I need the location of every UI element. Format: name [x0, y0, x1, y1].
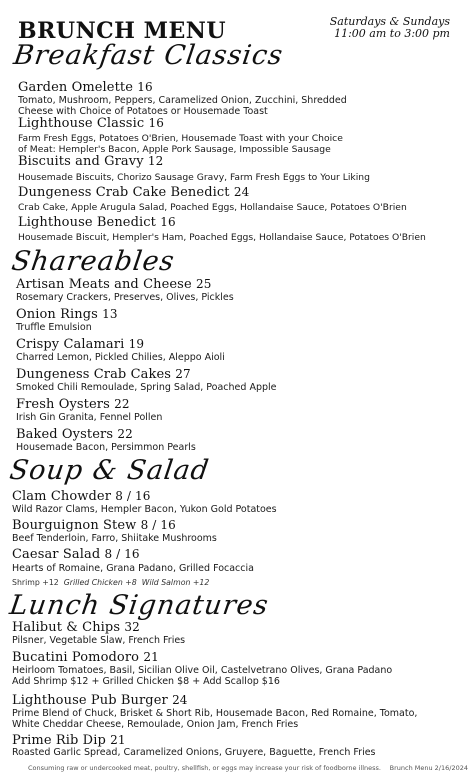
menu-item-price: 8 / 16	[140, 518, 176, 532]
menu-item-name: Prime Rib Dip 21	[12, 733, 126, 748]
menu-item-description: Hearts of Romaine, Grana Padano, Grilled Focaccia	[12, 563, 254, 574]
menu-item-price: 16	[160, 215, 176, 229]
menu-item-description: Housemade Biscuits, Chorizo Sausage Gravy, Farm Fresh Eggs to Your Liking	[18, 172, 370, 183]
addon-shrimp: Shrimp +12	[12, 578, 59, 587]
section-heading-shareables: Shareables	[9, 246, 177, 277]
menu-item-price: 21	[110, 733, 126, 747]
menu-item-description: Tomato, Mushroom, Peppers, Caramelized Onion, Zucchini, Shredded Cheese with Choice of Potatoes or Housemade Toast	[18, 95, 347, 117]
menu-item-description: Truffle Emulsion	[16, 322, 92, 333]
menu-item-description: Charred Lemon, Pickled Chilies, Aleppo Aioli	[16, 352, 225, 363]
menu-item-description: Rosemary Crackers, Preserves, Olives, Pickles	[16, 292, 234, 303]
menu-item-price: 16	[148, 116, 164, 130]
section-heading-breakfast: Breakfast Classics	[11, 40, 286, 71]
menu-item-name: Clam Chowder 8 / 16	[12, 489, 151, 504]
menu-item-price: 21	[143, 650, 159, 664]
menu-item-name: Caesar Salad 8 / 16	[12, 547, 140, 562]
menu-item-price: 19	[128, 337, 145, 351]
menu-item-price: 22	[117, 427, 133, 441]
menu-item-name: Lighthouse Pub Burger 24	[12, 693, 188, 708]
menu-item-price: 8 / 16	[115, 489, 151, 503]
menu-item-price: 25	[195, 277, 212, 291]
menu-item-name: Dungeness Crab Cakes 27	[16, 367, 191, 382]
footer-version: Brunch Menu 2/16/2024	[389, 764, 468, 772]
section-heading-soup-salad: Soup & Salad	[7, 455, 212, 486]
menu-item-name: Bourguignon Stew 8 / 16	[12, 518, 176, 533]
menu-item-price: 12	[147, 154, 164, 168]
section-heading-lunch: Lunch Signatures	[7, 590, 271, 621]
menu-item-price: 32	[124, 620, 140, 634]
menu-item-description: Wild Razor Clams, Hempler Bacon, Yukon Gold Potatoes	[12, 504, 277, 515]
menu-item-name: Dungeness Crab Cake Benedict 24	[18, 185, 250, 200]
addon-salmon: Wild Salmon +12	[141, 578, 210, 587]
menu-item-name: Biscuits and Gravy 12	[18, 154, 164, 169]
menu-item-name: Onion Rings 13	[16, 307, 118, 322]
menu-item-price: 24	[233, 185, 250, 199]
menu-item-description: Housemade Bacon, Persimmon Pearls	[16, 442, 196, 453]
menu-item-price: 16	[137, 80, 153, 94]
service-days: Saturdays & Sundays	[329, 15, 450, 28]
addon-chicken: Grilled Chicken +8	[63, 578, 137, 587]
salad-addons	[12, 578, 209, 587]
menu-item-name: Halibut & Chips 32	[12, 620, 140, 635]
menu-item-description: Prime Blend of Chuck, Brisket & Short Rib, Housemade Bacon, Red Romaine, Tomato, White Cheddar Cheese, Remoulade, Onion Jam, French Fries	[12, 708, 418, 730]
menu-item-description: Smoked Chili Remoulade, Spring Salad, Poached Apple	[16, 382, 277, 393]
menu-item-name: Baked Oysters 22	[16, 427, 133, 442]
menu-item-description: Beef Tenderloin, Farro, Shiitake Mushrooms	[12, 533, 217, 544]
menu-item-description: Farm Fresh Eggs, Potatoes O'Brien, Housemade Toast with your Choice of Meat: Hempler's Bacon, Apple Pork Sausage, Impossible Sausage	[18, 133, 343, 155]
menu-item-name: Artisan Meats and Cheese 25	[16, 277, 212, 292]
menu-item-name: Lighthouse Benedict 16	[18, 215, 176, 230]
menu-item-price: 13	[102, 307, 118, 321]
menu-item-description: Heirloom Tomatoes, Basil, Sicilian Olive Oil, Castelvetrano Olives, Grana Padano Add Shrimp $12 + Grilled Chicken $8 + Add Scallop $16	[12, 665, 393, 687]
menu-item-name: Crispy Calamari 19	[16, 337, 145, 352]
menu-item-price: 8 / 16	[104, 547, 140, 561]
menu-item-name: Lighthouse Classic 16	[18, 116, 164, 131]
menu-item-description: Crab Cake, Apple Arugula Salad, Poached Eggs, Hollandaise Sauce, Potatoes O'Brien	[18, 202, 407, 213]
menu-item-description: Irish Gin Granita, Fennel Pollen	[16, 412, 163, 423]
menu-item-price: 22	[114, 397, 130, 411]
menu-item-name: Garden Omelette 16	[18, 80, 153, 95]
menu-item-description: Pilsner, Vegetable Slaw, French Fries	[12, 635, 186, 646]
service-hours	[330, 16, 450, 40]
menu-item-name: Bucatini Pomodoro 21	[12, 650, 159, 665]
menu-title: BRUNCH MENU	[18, 18, 227, 44]
service-time: 11:00 am to 3:00 pm	[334, 27, 450, 40]
footer-warning: Consuming raw or undercooked meat, poultry, shellfish, or eggs may increase your risk of foodborne illness.	[28, 764, 381, 772]
menu-item-price: 24	[172, 693, 188, 707]
menu-item-name: Fresh Oysters 22	[16, 397, 130, 412]
menu-item-description: Housemade Biscuit, Hempler's Ham, Poached Eggs, Hollandaise Sauce, Potatoes O'Brien	[18, 232, 426, 243]
menu-item-price: 27	[175, 367, 191, 381]
menu-item-description: Roasted Garlic Spread, Caramelized Onions, Gruyere, Baguette, French Fries	[12, 747, 376, 758]
